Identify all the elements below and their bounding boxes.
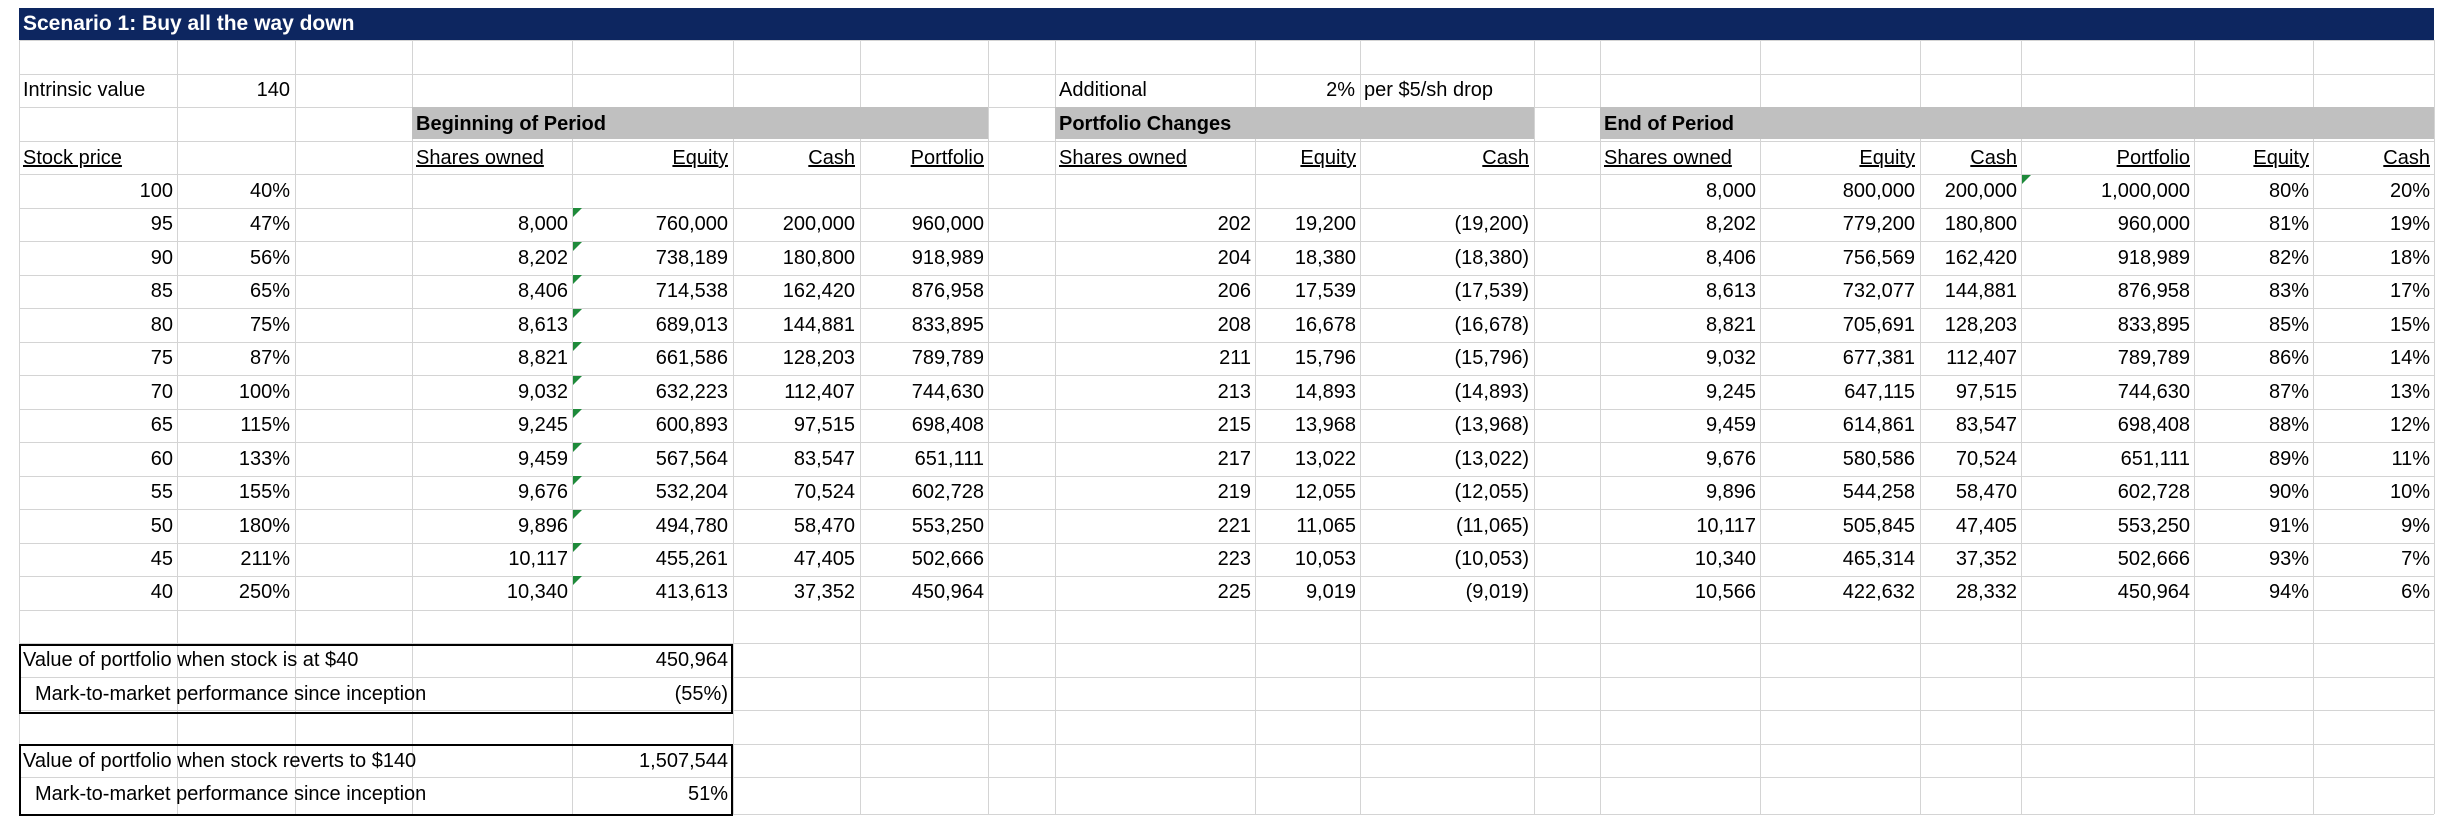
error-indicator-marker [573, 510, 582, 519]
header-c-equity: Equity [1300, 147, 1356, 169]
row-6-es: 9,245 [1705, 380, 1756, 403]
row-7-ec: 83,547 [1955, 414, 2017, 437]
row-6-pe: 87% [2268, 380, 2309, 403]
header-e-shares: Shares owned [1604, 147, 1732, 169]
row-9-bp: 602,728 [911, 481, 984, 504]
header-b-cash: Cash [808, 147, 855, 169]
row-10-cc: (11,065) [1455, 514, 1529, 537]
row-7-bp: 698,408 [911, 414, 984, 437]
header-c-shares: Shares owned [1059, 147, 1187, 169]
row-9-price: 55 [150, 481, 173, 504]
row-0-price: 100 [139, 180, 173, 202]
row-6-pc: 13% [2389, 380, 2430, 403]
header-p-equity: Equity [2253, 147, 2309, 169]
row-7-pc: 12% [2389, 414, 2430, 437]
row-5-price: 75 [150, 347, 173, 370]
row-11-ep: 502,666 [2117, 547, 2190, 570]
row-4-ec: 128,203 [1944, 313, 2017, 336]
row-5-ee: 677,381 [1842, 347, 1915, 370]
error-indicator-marker [573, 443, 582, 452]
row-2-bc: 180,800 [782, 246, 855, 269]
row-8-price: 60 [150, 447, 173, 470]
gridline-vertical [2434, 40, 2435, 814]
row-12-ce: 9,019 [1305, 581, 1356, 604]
row-4-be: 689,013 [655, 313, 728, 336]
row-11-be: 455,261 [655, 547, 728, 570]
row-5-ec: 112,407 [1946, 347, 2017, 370]
row-11-pc: 7% [2401, 547, 2430, 570]
row-0-ec: 200,000 [1944, 180, 2017, 202]
gridline-vertical [988, 40, 989, 814]
row-3-pct: 65% [249, 280, 290, 303]
row-12-bc: 37,352 [793, 581, 855, 604]
error-indicator-marker [573, 309, 582, 318]
error-indicator-marker [573, 376, 582, 385]
row-4-bc: 144,881 [782, 313, 855, 336]
row-4-cs: 208 [1217, 313, 1251, 336]
additional-value: 2% [1326, 79, 1355, 101]
error-indicator-marker [573, 208, 582, 217]
row-12-be: 413,613 [655, 581, 728, 604]
row-5-pc: 14% [2389, 347, 2430, 370]
row-5-pe: 86% [2268, 347, 2309, 370]
row-10-pe: 91% [2268, 514, 2309, 537]
row-9-es: 9,896 [1705, 481, 1756, 504]
row-5-es: 9,032 [1705, 347, 1756, 370]
row-8-ee: 580,586 [1842, 447, 1915, 470]
row-9-ce: 12,055 [1294, 481, 1356, 504]
row-9-bc: 70,524 [793, 481, 855, 504]
row-6-ep: 744,630 [2117, 380, 2190, 403]
row-7-bs: 9,245 [517, 414, 568, 437]
summary-mtm1-value: (55%) [674, 683, 728, 705]
row-0-cs [1055, 174, 1251, 207]
row-9-ec: 58,470 [1955, 481, 2017, 504]
row-12-pc: 6% [2401, 581, 2430, 604]
row-5-bp: 789,789 [911, 347, 984, 370]
row-1-pct: 47% [249, 213, 290, 236]
row-1-bc: 200,000 [782, 213, 855, 236]
header-e-portfolio: Portfolio [2116, 147, 2190, 169]
row-3-price: 85 [150, 280, 173, 303]
row-10-cs: 221 [1217, 514, 1251, 537]
row-11-ce: 10,053 [1294, 547, 1356, 570]
row-2-be: 738,189 [655, 246, 728, 269]
row-11-bs: 10,117 [508, 547, 568, 570]
row-9-ee: 544,258 [1842, 481, 1915, 504]
row-1-bp: 960,000 [911, 213, 984, 236]
header-b-shares: Shares owned [416, 147, 544, 169]
row-8-pct: 133% [238, 447, 290, 470]
row-10-pc: 9% [2401, 514, 2430, 537]
row-11-bc: 47,405 [793, 547, 855, 570]
row-3-es: 8,613 [1705, 280, 1756, 303]
row-4-ce: 16,678 [1294, 313, 1356, 336]
summary-mtm2-value: 51% [687, 783, 728, 805]
row-0-ce [1255, 174, 1356, 207]
row-8-be: 567,564 [655, 447, 728, 470]
row-10-ee: 505,845 [1842, 514, 1915, 537]
row-5-pct: 87% [249, 347, 290, 370]
row-1-ce: 19,200 [1294, 213, 1356, 236]
row-5-ep: 789,789 [2117, 347, 2190, 370]
row-11-ee: 465,314 [1842, 547, 1915, 570]
gridline-vertical [1534, 40, 1535, 814]
header-stock-price: Stock price [23, 147, 122, 169]
row-2-pc: 18% [2389, 246, 2430, 269]
row-8-ec: 70,524 [1955, 447, 2017, 470]
row-4-es: 8,821 [1705, 313, 1756, 336]
row-3-bs: 8,406 [517, 280, 568, 303]
row-10-be: 494,780 [655, 514, 728, 537]
row-9-pc: 10% [2389, 481, 2430, 504]
sheet-title: Scenario 1: Buy all the way down [19, 8, 2434, 40]
row-12-ee: 422,632 [1842, 581, 1915, 604]
row-2-ee: 756,569 [1842, 246, 1915, 269]
row-1-ep: 960,000 [2117, 213, 2190, 236]
summary-mtm1-label: Mark-to-market performance since inception [35, 683, 427, 705]
row-9-pct: 155% [238, 481, 290, 504]
row-0-ee: 800,000 [1842, 180, 1915, 202]
row-6-ce: 14,893 [1294, 380, 1356, 403]
row-4-price: 80 [150, 313, 173, 336]
row-9-ep: 602,728 [2117, 481, 2190, 504]
summary-v140-value: 1,507,544 [639, 750, 728, 772]
row-2-ce: 18,380 [1294, 246, 1356, 269]
gridline-horizontal [19, 40, 2434, 41]
row-5-ce: 15,796 [1294, 347, 1356, 370]
row-10-bc: 58,470 [793, 514, 855, 537]
row-2-cs: 204 [1217, 246, 1251, 269]
row-2-ec: 162,420 [1944, 246, 2017, 269]
row-0-pct: 40% [249, 180, 290, 202]
row-7-price: 65 [150, 414, 173, 437]
row-9-pe: 90% [2268, 481, 2309, 504]
summary-box-140 [19, 744, 733, 816]
row-5-bs: 8,821 [517, 347, 568, 370]
section-changes-title: Portfolio Changes [1059, 113, 1232, 135]
row-8-bs: 9,459 [517, 447, 568, 470]
row-1-ec: 180,800 [1944, 213, 2017, 236]
row-6-be: 632,223 [655, 380, 728, 403]
row-10-ep: 553,250 [2117, 514, 2190, 537]
row-10-bp: 553,250 [911, 514, 984, 537]
row-3-cs: 206 [1217, 280, 1251, 303]
row-12-pe: 94% [2268, 581, 2309, 604]
additional-unit: per $5/sh drop [1364, 79, 1493, 101]
row-3-ep: 876,958 [2117, 280, 2190, 303]
row-6-cc: (14,893) [1454, 380, 1529, 403]
row-2-cc: (18,380) [1454, 246, 1529, 269]
row-2-ep: 918,989 [2117, 246, 2190, 269]
row-7-cc: (13,968) [1454, 414, 1529, 437]
row-12-cc: (9,019) [1465, 581, 1529, 604]
row-6-bs: 9,032 [517, 380, 568, 403]
row-0-ep: 1,000,000 [2101, 180, 2190, 202]
row-11-cs: 223 [1217, 547, 1251, 570]
header-e-equity: Equity [1859, 147, 1915, 169]
row-4-bp: 833,895 [911, 313, 984, 336]
row-3-ec: 144,881 [1944, 280, 2017, 303]
error-indicator-marker [573, 576, 582, 585]
row-4-bs: 8,613 [517, 313, 568, 336]
row-8-ce: 13,022 [1294, 447, 1356, 470]
gridline-horizontal [19, 610, 2434, 611]
row-12-pct: 250% [238, 581, 290, 604]
row-1-bs: 8,000 [517, 213, 568, 236]
row-6-pct: 100% [238, 380, 290, 403]
error-indicator-marker [573, 476, 582, 485]
row-11-pct: 211% [240, 547, 290, 570]
row-11-ec: 37,352 [1955, 547, 2017, 570]
row-5-bc: 128,203 [782, 347, 855, 370]
row-7-es: 9,459 [1705, 414, 1756, 437]
row-3-bc: 162,420 [782, 280, 855, 303]
row-4-pe: 85% [2268, 313, 2309, 336]
row-4-ee: 705,691 [1842, 313, 1915, 336]
row-4-pct: 75% [249, 313, 290, 336]
row-8-cs: 217 [1217, 447, 1251, 470]
error-indicator-marker [573, 275, 582, 284]
row-12-cs: 225 [1217, 581, 1251, 604]
row-7-be: 600,893 [655, 414, 728, 437]
row-11-es: 10,340 [1694, 547, 1756, 570]
row-5-cs: 211 [1219, 347, 1251, 370]
row-3-cc: (17,539) [1454, 280, 1529, 303]
row-3-ee: 732,077 [1842, 280, 1915, 303]
row-7-ee: 614,861 [1842, 414, 1915, 437]
row-3-be: 714,538 [655, 280, 728, 303]
row-10-ec: 47,405 [1955, 514, 2017, 537]
row-8-bp: 651,111 [914, 447, 984, 470]
row-9-cc: (12,055) [1454, 481, 1529, 504]
row-10-ce: 11,065 [1296, 514, 1356, 537]
row-1-pc: 19% [2389, 213, 2430, 236]
summary-box-40 [19, 644, 733, 714]
row-0-pe: 80% [2268, 180, 2309, 202]
row-2-bs: 8,202 [517, 246, 568, 269]
row-11-bp: 502,666 [911, 547, 984, 570]
row-4-ep: 833,895 [2117, 313, 2190, 336]
row-10-es: 10,117 [1696, 514, 1756, 537]
row-7-bc: 97,515 [793, 414, 855, 437]
row-9-bs: 9,676 [517, 481, 568, 504]
row-3-pe: 83% [2268, 280, 2309, 303]
row-2-price: 90 [150, 246, 173, 269]
row-5-be: 661,586 [655, 347, 728, 370]
row-1-price: 95 [150, 213, 173, 236]
row-1-es: 8,202 [1705, 213, 1756, 236]
row-8-es: 9,676 [1705, 447, 1756, 470]
intrinsic-value: 140 [256, 79, 290, 101]
section-beginning-title: Beginning of Period [416, 113, 606, 135]
row-0-be [572, 174, 728, 207]
row-0-cc [1360, 174, 1529, 207]
row-9-cs: 219 [1217, 481, 1251, 504]
row-12-bp: 450,964 [911, 581, 984, 604]
row-12-bs: 10,340 [506, 581, 568, 604]
row-7-cs: 215 [1217, 414, 1251, 437]
row-7-ep: 698,408 [2117, 414, 2190, 437]
summary-v40-value: 450,964 [655, 649, 728, 671]
error-indicator-marker [573, 543, 582, 552]
row-8-ep: 651,111 [2120, 447, 2190, 470]
row-6-price: 70 [150, 380, 173, 403]
row-1-ee: 779,200 [1842, 213, 1915, 236]
error-indicator-marker [573, 342, 582, 351]
row-0-bc [733, 174, 855, 207]
row-11-pe: 93% [2268, 547, 2309, 570]
header-c-cash: Cash [1482, 147, 1529, 169]
header-b-equity: Equity [672, 147, 728, 169]
row-7-ce: 13,968 [1294, 414, 1356, 437]
row-3-pc: 17% [2389, 280, 2430, 303]
row-11-price: 45 [150, 547, 173, 570]
row-10-pct: 180% [238, 514, 290, 537]
row-3-ce: 17,539 [1294, 280, 1356, 303]
header-b-portfolio: Portfolio [910, 147, 984, 169]
summary-mtm2-label: Mark-to-market performance since inception [35, 783, 427, 805]
row-2-pct: 56% [249, 246, 290, 269]
row-6-cs: 213 [1217, 380, 1251, 403]
error-indicator-marker [573, 409, 582, 418]
row-2-pe: 82% [2268, 246, 2309, 269]
row-2-bp: 918,989 [911, 246, 984, 269]
row-8-cc: (13,022) [1454, 447, 1529, 470]
row-1-be: 760,000 [655, 213, 728, 236]
row-0-pc: 20% [2389, 180, 2430, 202]
row-6-bp: 744,630 [911, 380, 984, 403]
additional-label: Additional [1059, 79, 1147, 101]
row-10-bs: 9,896 [517, 514, 568, 537]
summary-v40-label: Value of portfolio when stock is at $40 [23, 649, 359, 671]
header-p-cash: Cash [2383, 147, 2430, 169]
row-5-cc: (15,796) [1454, 347, 1529, 370]
row-0-bs [412, 174, 568, 207]
row-4-pc: 15% [2389, 313, 2430, 336]
row-1-pe: 81% [2268, 213, 2309, 236]
row-6-ee: 647,115 [1844, 380, 1915, 403]
row-2-es: 8,406 [1705, 246, 1756, 269]
row-8-bc: 83,547 [793, 447, 855, 470]
header-e-cash: Cash [1970, 147, 2017, 169]
row-0-bp [860, 174, 984, 207]
row-8-pc: 11% [2391, 447, 2430, 470]
row-10-price: 50 [150, 514, 173, 537]
row-12-price: 40 [150, 581, 173, 604]
row-9-be: 532,204 [655, 481, 728, 504]
row-7-pe: 88% [2268, 414, 2309, 437]
summary-v140-label: Value of portfolio when stock reverts to $140 [23, 750, 417, 772]
error-indicator-marker [573, 242, 582, 251]
row-12-ec: 28,332 [1955, 581, 2017, 604]
row-1-cc: (19,200) [1454, 213, 1529, 236]
intrinsic-label: Intrinsic value [23, 79, 146, 101]
row-11-cc: (10,053) [1454, 547, 1529, 570]
row-12-ep: 450,964 [2117, 581, 2190, 604]
row-0-es: 8,000 [1705, 180, 1756, 202]
row-6-ec: 97,515 [1955, 380, 2017, 403]
row-12-es: 10,566 [1694, 581, 1756, 604]
row-6-bc: 112,407 [784, 380, 855, 403]
row-4-cc: (16,678) [1454, 313, 1529, 336]
row-3-bp: 876,958 [911, 280, 984, 303]
error-indicator-marker [2022, 175, 2031, 184]
section-end-title: End of Period [1604, 113, 1734, 135]
row-7-pct: 115% [240, 414, 290, 437]
row-8-pe: 89% [2268, 447, 2309, 470]
row-1-cs: 202 [1217, 213, 1251, 236]
